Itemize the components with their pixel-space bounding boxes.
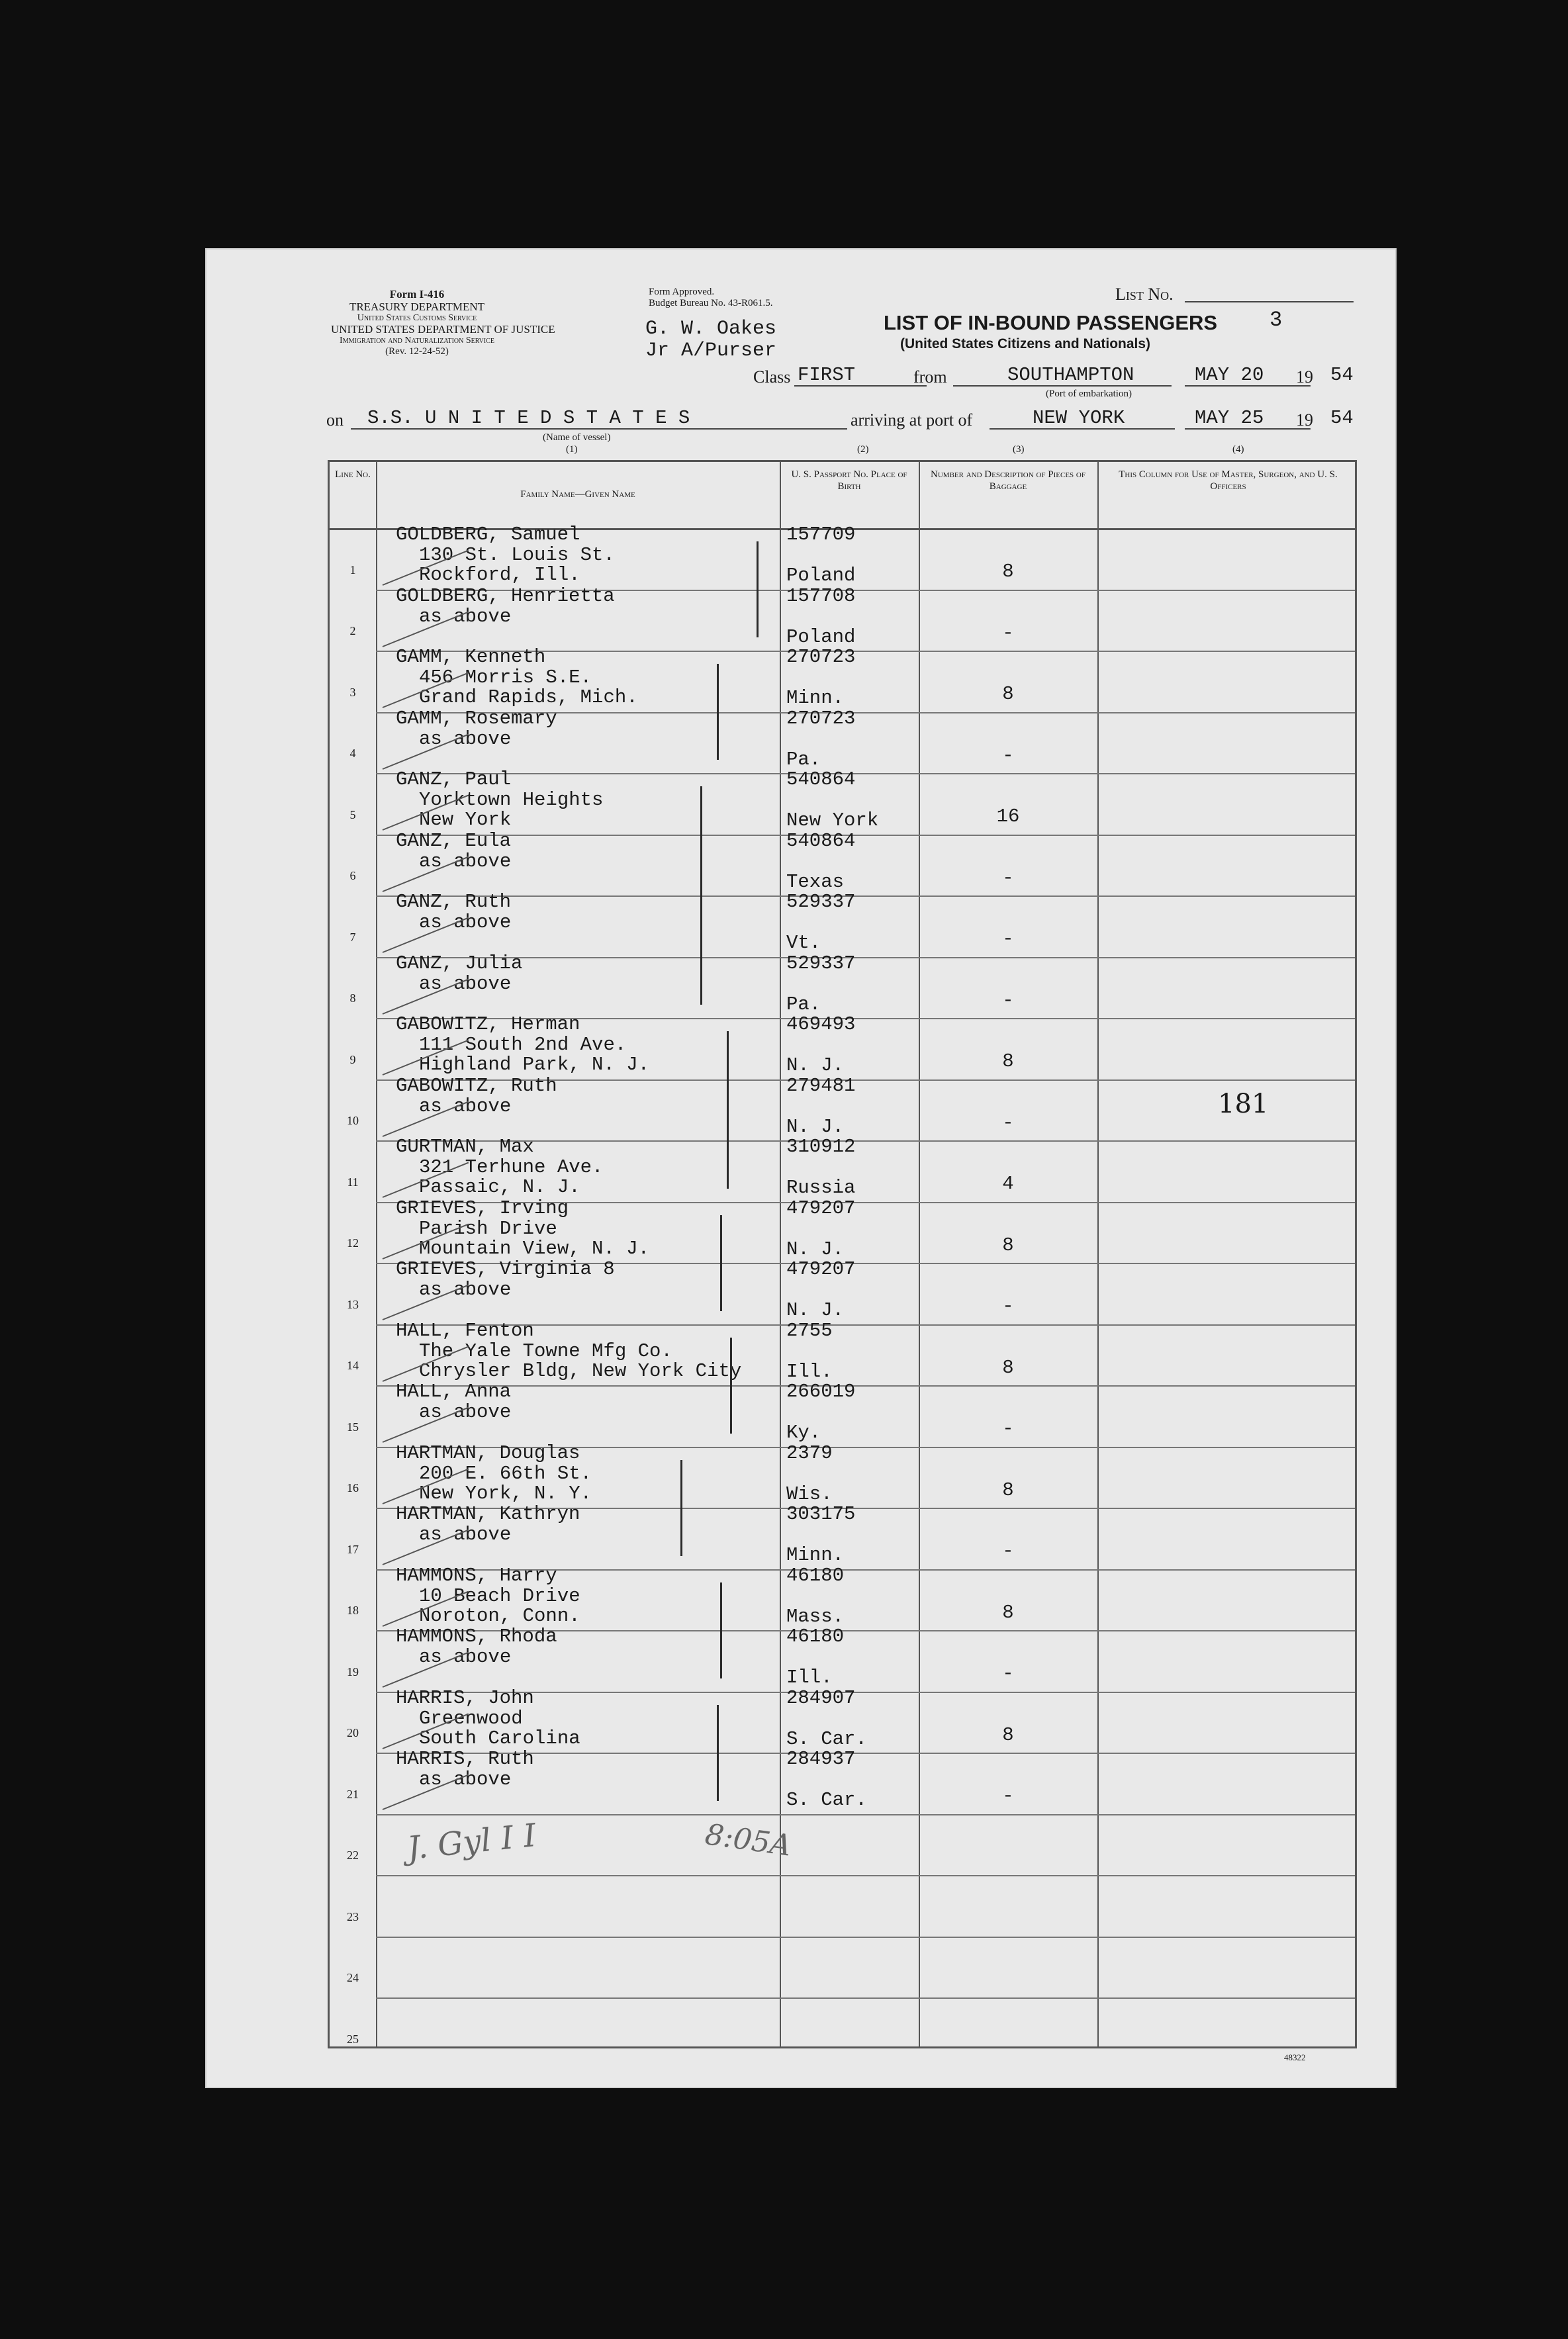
passenger-address-line-2: Rockford, Ill. <box>419 564 580 586</box>
passport-number: 284937 <box>786 1748 856 1770</box>
baggage-count: - <box>1002 866 1014 889</box>
place-of-birth: Pa. <box>786 748 821 770</box>
row-rule <box>376 1814 1355 1815</box>
vessel-name: S.S. U N I T E D S T A T E S <box>367 407 690 429</box>
arrive-year-prefix: 19 <box>1296 410 1313 430</box>
passport-number: 284907 <box>786 1686 856 1709</box>
arriving-label: arriving at port of <box>851 410 973 430</box>
baggage-count: - <box>1002 1663 1014 1684</box>
passport-number: 270723 <box>786 646 856 668</box>
passport-number: 303175 <box>786 1503 856 1525</box>
passenger-address-line-2: Chrysler Bldg, New York City <box>419 1359 742 1382</box>
passport-number: 46180 <box>786 1626 845 1647</box>
passenger-address-line-1: 111 South 2nd Ave. <box>419 1034 627 1056</box>
place-of-birth: New York <box>786 809 879 831</box>
passenger-address-line-2: Noroton, Conn. <box>419 1604 580 1627</box>
family-bracket <box>700 786 702 1005</box>
baggage-count: 4 <box>1002 1173 1014 1195</box>
passenger-name: GABOWITZ, Ruth <box>396 1074 557 1097</box>
baggage-count: 8 <box>1002 1050 1014 1072</box>
dept-treasury-sub: United States Customs Service <box>357 313 477 323</box>
passenger-name: HALL, Fenton <box>396 1319 534 1342</box>
header-officers: This Column for Use of Master, Surgeon, and U. S. Officers <box>1119 469 1338 492</box>
passenger-address-line-2: Grand Rapids, Mich. <box>419 686 638 708</box>
line-number: 25 <box>347 2032 359 2046</box>
officer-title: Jr A/Purser <box>645 340 777 362</box>
line-number: 23 <box>347 1909 359 1923</box>
passenger-name: GOLDBERG, Samuel <box>396 524 580 545</box>
passenger-name: GURTMAN, Max <box>396 1136 534 1158</box>
row-rule <box>376 1385 1355 1387</box>
passenger-address-line-1: as above <box>419 850 512 872</box>
family-bracket <box>720 1582 722 1678</box>
family-bracket <box>680 1460 682 1556</box>
passport-number: 157709 <box>786 524 856 545</box>
passenger-address-line-1: as above <box>419 605 512 627</box>
baggage-count: 8 <box>1002 1479 1014 1501</box>
place-of-birth: S. Car. <box>786 1789 867 1811</box>
officer-stamp-number: 181 <box>1218 1089 1269 1119</box>
passport-number: 310912 <box>786 1136 856 1158</box>
officer-name: G. W. Oakes <box>645 318 777 340</box>
passenger-name: HAMMONS, Harry <box>396 1564 557 1586</box>
header-line-no: Line No. <box>335 469 371 480</box>
family-bracket <box>720 1215 722 1311</box>
passenger-address-line-2: Highland Park, N. J. <box>419 1054 650 1076</box>
on-label: on <box>326 410 344 430</box>
passport-number: 529337 <box>786 891 856 913</box>
column-number-2: (2) <box>857 444 869 455</box>
port-embark-caption: (Port of embarkation) <box>1046 389 1132 399</box>
baggage-count: 8 <box>1002 1723 1014 1746</box>
line-number: 14 <box>347 1359 359 1372</box>
class-value: FIRST <box>798 364 856 386</box>
passenger-name: GABOWITZ, Herman <box>396 1013 580 1035</box>
baggage-count: - <box>1002 1418 1014 1440</box>
passport-number: 529337 <box>786 952 856 974</box>
list-no-label: List No. <box>1115 285 1174 304</box>
passport-number: 469493 <box>786 1013 856 1035</box>
passenger-address-line-2: South Carolina <box>419 1727 580 1749</box>
passenger-table <box>328 460 1357 2048</box>
depart-year: 54 <box>1330 364 1354 386</box>
line-number: 18 <box>347 1604 359 1617</box>
vessel-caption: (Name of vessel) <box>543 432 611 443</box>
passenger-address-line-1: 321 Terhune Ave. <box>419 1156 604 1178</box>
passenger-address-line-1: as above <box>419 911 512 933</box>
line-number: 8 <box>349 991 356 1005</box>
line-number: 6 <box>349 869 356 882</box>
line-number: 24 <box>347 1971 359 1984</box>
passport-number: 2379 <box>786 1442 833 1464</box>
place-of-birth: N. J. <box>786 1299 845 1321</box>
baggage-count: - <box>1002 989 1014 1011</box>
approval-text: Form Approved. <box>649 287 715 297</box>
passport-number: 479207 <box>786 1197 856 1219</box>
line-number: 5 <box>349 807 356 821</box>
place-of-birth: N. J. <box>786 1115 845 1138</box>
passport-number: 266019 <box>786 1381 856 1402</box>
dept-justice: UNITED STATES DEPARTMENT OF JUSTICE <box>331 323 555 336</box>
dept-justice-sub: Immigration and Naturalization Service <box>340 336 494 345</box>
header-family-name: Family Name—Given Name <box>520 489 635 500</box>
line-number: 15 <box>347 1420 359 1434</box>
passenger-name: GRIEVES, Irving <box>396 1197 569 1219</box>
inspection-time: 8:05A <box>703 1817 794 1863</box>
place-of-birth: Texas <box>786 870 845 893</box>
passenger-name: HALL, Anna <box>396 1381 512 1402</box>
arrival-date: MAY 25 <box>1195 407 1264 429</box>
row-rule <box>376 895 1355 897</box>
passenger-address-line-1: 130 St. Louis St. <box>419 544 615 566</box>
list-number: 3 <box>1269 308 1283 332</box>
column-number-4: (4) <box>1232 444 1244 455</box>
passport-number: 157708 <box>786 584 856 607</box>
line-number: 12 <box>347 1236 359 1250</box>
line-number: 22 <box>347 1849 359 1862</box>
passenger-name: HARRIS, Ruth <box>396 1748 534 1770</box>
header-baggage: Number and Description of Pieces of Baggage <box>931 469 1085 492</box>
passenger-address-line-1: as above <box>419 727 512 750</box>
column-number-1: (1) <box>566 444 578 455</box>
passenger-address-line-1: as above <box>419 1646 512 1668</box>
passport-number: 2755 <box>786 1319 833 1342</box>
passenger-address-line-1: as above <box>419 1768 512 1790</box>
baggage-count: - <box>1002 1785 1014 1807</box>
port-of-embarkation: SOUTHAMPTON <box>1007 364 1134 386</box>
list-no-line <box>1185 301 1354 302</box>
from-label: from <box>913 367 947 387</box>
passenger-name: GOLDBERG, Henrietta <box>396 584 615 607</box>
baggage-count: 8 <box>1002 561 1014 582</box>
passenger-name: GANZ, Eula <box>396 829 512 852</box>
row-rule <box>376 1875 1355 1876</box>
departure-date: MAY 20 <box>1195 364 1264 386</box>
line-number: 16 <box>347 1481 359 1494</box>
place-of-birth: Mass. <box>786 1605 845 1628</box>
budget-bureau: Budget Bureau No. 43-R061.5. <box>649 298 773 308</box>
row-rule <box>376 1997 1355 1999</box>
passenger-address-line-1: as above <box>419 1401 512 1423</box>
line-number: 1 <box>349 563 356 576</box>
baggage-count: - <box>1002 621 1014 644</box>
family-bracket <box>757 541 759 637</box>
passenger-address-line-2: Mountain View, N. J. <box>419 1237 650 1260</box>
place-of-birth: N. J. <box>786 1054 845 1076</box>
passport-number: 279481 <box>786 1074 856 1097</box>
passport-number: 46180 <box>786 1564 845 1586</box>
line-number: 17 <box>347 1542 359 1556</box>
passenger-name: GANZ, Julia <box>396 952 523 974</box>
port-of-arrival: NEW YORK <box>1033 407 1125 429</box>
class-label: Class <box>753 367 791 387</box>
line-number: 10 <box>347 1114 359 1127</box>
baggage-count: - <box>1002 928 1014 950</box>
passenger-address-line-1: as above <box>419 1095 512 1117</box>
passenger-address-line-2: New York, N. Y. <box>419 1482 592 1504</box>
line-number: 13 <box>347 1297 359 1311</box>
place-of-birth: Ill. <box>786 1360 833 1383</box>
baggage-count: - <box>1002 1111 1014 1134</box>
line-number: 3 <box>349 685 356 699</box>
passenger-list-form <box>205 248 1397 2088</box>
row-rule <box>376 1937 1355 1938</box>
passenger-name: HARTMAN, Kathryn <box>396 1503 580 1525</box>
arrive-year: 54 <box>1330 407 1354 429</box>
place-of-birth: Ky. <box>786 1422 821 1444</box>
place-of-birth: Ill. <box>786 1667 833 1688</box>
place-of-birth: Poland <box>786 565 856 586</box>
baggage-count: - <box>1002 744 1014 766</box>
passenger-address-line-1: as above <box>419 1279 512 1301</box>
line-number: 9 <box>349 1052 356 1066</box>
place-of-birth: Russia <box>786 1177 856 1199</box>
page-title: LIST OF IN-BOUND PASSENGERS <box>884 311 1218 334</box>
place-of-birth: Minn. <box>786 1544 845 1566</box>
line-number: 7 <box>349 930 356 944</box>
passenger-address-line-1: The Yale Towne Mfg Co. <box>419 1340 672 1362</box>
row-rule <box>376 835 1355 836</box>
passenger-address-line-1: 456 Morris S.E. <box>419 666 592 688</box>
passenger-address-line-2: Passaic, N. J. <box>419 1176 580 1198</box>
row-rule <box>376 773 1355 774</box>
passenger-address-line-2: New York <box>419 809 512 831</box>
baggage-count: 8 <box>1002 683 1014 705</box>
baggage-count: - <box>1002 1540 1014 1562</box>
baggage-count: 8 <box>1002 1356 1014 1379</box>
baggage-count: - <box>1002 1295 1014 1317</box>
line-number: 2 <box>349 624 356 637</box>
line-number: 20 <box>347 1726 359 1739</box>
family-bracket <box>717 1705 719 1801</box>
line-number: 4 <box>349 747 356 760</box>
place-of-birth: Poland <box>786 625 856 648</box>
line-number: 11 <box>347 1175 359 1189</box>
page-subtitle: (United States Citizens and Nationals) <box>900 336 1151 351</box>
passenger-name: GAMM, Rosemary <box>396 707 557 729</box>
place-of-birth: N. J. <box>786 1238 845 1260</box>
passenger-address-line-1: Greenwood <box>419 1707 523 1729</box>
passenger-address-line-1: as above <box>419 972 512 995</box>
passenger-address-line-1: 10 Beach Drive <box>419 1584 580 1607</box>
passenger-address-line-1: as above <box>419 1524 512 1545</box>
passenger-name: GRIEVES, Virginia 8 <box>396 1258 615 1280</box>
passenger-name: HARTMAN, Douglas <box>396 1442 580 1464</box>
baggage-count: 16 <box>996 805 1020 827</box>
passport-number: 540864 <box>786 768 856 790</box>
line-number: 21 <box>347 1787 359 1801</box>
form-number: Form I-416 <box>389 288 445 300</box>
passport-number: 540864 <box>786 829 856 852</box>
passenger-name: HARRIS, John <box>396 1686 534 1709</box>
place-of-birth: Wis. <box>786 1483 833 1505</box>
passport-number: 270723 <box>786 707 856 729</box>
inspector-signature: J. Gyl I I <box>405 1816 538 1868</box>
form-header-left <box>331 288 555 357</box>
family-bracket <box>717 664 719 760</box>
family-bracket <box>730 1338 732 1434</box>
column-number-3: (3) <box>1013 444 1025 455</box>
place-of-birth: Minn. <box>786 687 845 709</box>
passenger-name: HAMMONS, Rhoda <box>396 1626 557 1647</box>
family-bracket <box>727 1031 729 1189</box>
place-of-birth: Pa. <box>786 993 821 1015</box>
passport-number: 479207 <box>786 1258 856 1280</box>
passenger-address-line-1: Parish Drive <box>419 1217 557 1240</box>
passenger-name: GANZ, Paul <box>396 768 512 790</box>
dept-treasury: TREASURY DEPARTMENT <box>349 300 485 313</box>
passenger-name: GAMM, Kenneth <box>396 646 546 668</box>
place-of-birth: Vt. <box>786 932 821 954</box>
passenger-address-line-1: 200 E. 66th St. <box>419 1462 592 1485</box>
passenger-address-line-1: Yorktown Heights <box>419 789 604 811</box>
baggage-count: 8 <box>1002 1601 1014 1624</box>
place-of-birth: S. Car. <box>786 1727 867 1750</box>
header-passport: U. S. Passport No. Place of Birth <box>791 469 907 492</box>
form-code: 48322 <box>1284 2052 1306 2062</box>
passenger-name: GANZ, Ruth <box>396 891 512 913</box>
revision-date: (Rev. 12-24-52) <box>385 346 449 357</box>
form-approval <box>649 287 772 309</box>
depart-year-prefix: 19 <box>1296 367 1313 387</box>
baggage-count: 8 <box>1002 1234 1014 1256</box>
row-rule <box>376 957 1355 958</box>
line-number: 19 <box>347 1665 359 1678</box>
